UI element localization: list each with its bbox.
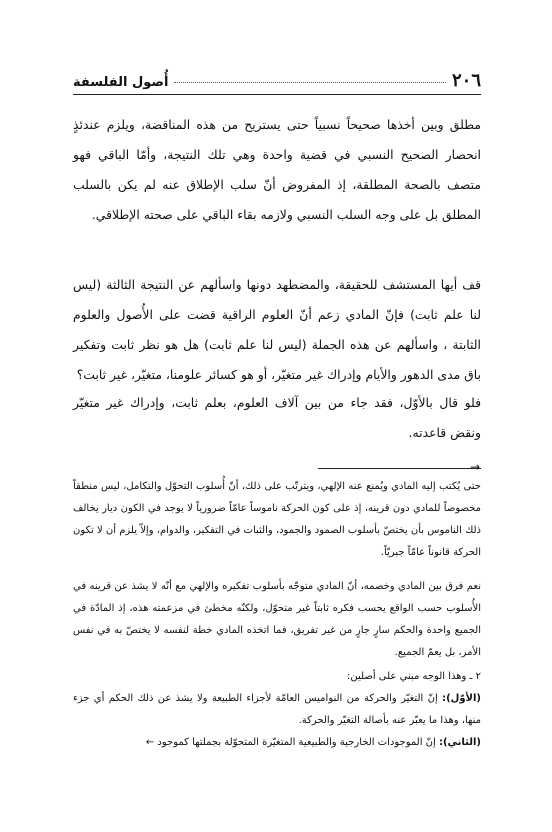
premise-1-text: إنّ التغيّر والحركة من النواميس العامّة لأجزاء الطبيعة ولا يشذ عن ذلك الحكم أي جزء منها، وهذا ما يعبّر عنه بأصالة التغيّر والحركة.	[73, 693, 481, 726]
main-paragraph-1: مطلق وبين أخذها صحيحاً نسبياً حتى يستريح من هذه المناقضة، ويلزم عندئذٍ انحصار الصحيح النسبي في قضية واحدة وهي تلك النتيجة، وأمّا الباقي فهو متصف بالصحة المطلقة، إذ المفروض أنّ سلب الإطلاق عنه لم يكن بالسلب المطلق بل على وجه السلب النسبي ولازمه بقاء الباقي على صحته الإطلاقي.	[73, 117, 481, 222]
premise-1-label: (الأوّل):	[442, 693, 481, 704]
page-header	[73, 70, 481, 95]
footnote-premise-2	[73, 732, 481, 754]
page-number: ٢٠٦	[451, 70, 481, 91]
main-paragraph-2: قف أيها المستشف للحقيقة، والمضطهد دونها واسألهم عن النتيجة الثالثة (ليس لنا علم ثابت) فإنّ المادي زعم أنّ العلوم الراقية قضت على الأُصول والعلوم الثابتة ، واسألهم عن هذه الجملة (ليس لنا علم ثابت) هل هو نظر ثابت وتفكير باق مدى الدهور والأيام وإدراك غير متغيّر، أو هو كسائر علومنا، متغيّر، غير ثابت؟	[73, 277, 481, 383]
footnote-paragraph-2: نعم فرق بين المادي وخصمه، أنّ المادي متوجّه بأسلوب تفكيره والإلهي مع أنّه لا يشذ عن قرينه في الأُسلوب حسب الواقع يحسب فكره ثابتاً غير متحوّل، ولكنّه مخطئ في مزعمته هذه، إذ المادّة في الجميع واحدة والحكم سارٍ جارٍ من غير تفريق، فما اتخذه المادي خطة لنفسه لا يختصّ به في نفس الأمر، بل يعمّ الجميع.	[73, 581, 481, 658]
main-paragraph-3: فلو قال بالأوّل، فقد جاء من بين آلاف العلوم، بعلم ثابت، وإدراك غير متغيّر ونقض قاعدته.	[73, 395, 481, 441]
footnote-separator	[318, 468, 481, 469]
footnote-2-intro: ٢ ـ وهذا الوجه مبني على أصلين:	[347, 671, 481, 682]
premise-2-text: إنّ الموجودات الخارجية والطبيعية المتغيّرة المتحوّلة بجملتها كموجود ←	[145, 737, 436, 748]
continuation-arrow: →	[470, 460, 481, 474]
footnote-continued: حتى يُكتب إليه المادي ويُمنع عنه الإلهي، ويترتّب على ذلك، أنّ أُسلوب التحوّل والتكامل، ليس منطقاً مخصوصاً للمادي دون قرينه، إذ على كون الحركة ناموساً عامّاً ضرورياً لا يوجد في الكون ديار يخالف ذلك الناموس بأن يختصّ بأسلوب الصمود والجمود، والثبات في التفكير، والدوام، وإلاّ يلزم أن لا تكون الحركة قانوناً عامّاً جبريّاً.	[73, 481, 481, 558]
premise-2-label: (الثاني):	[438, 737, 481, 748]
footnote-premise-1	[73, 688, 481, 732]
running-title: أُصول الفلسفة	[73, 75, 169, 90]
header-leader-dots	[174, 82, 446, 83]
